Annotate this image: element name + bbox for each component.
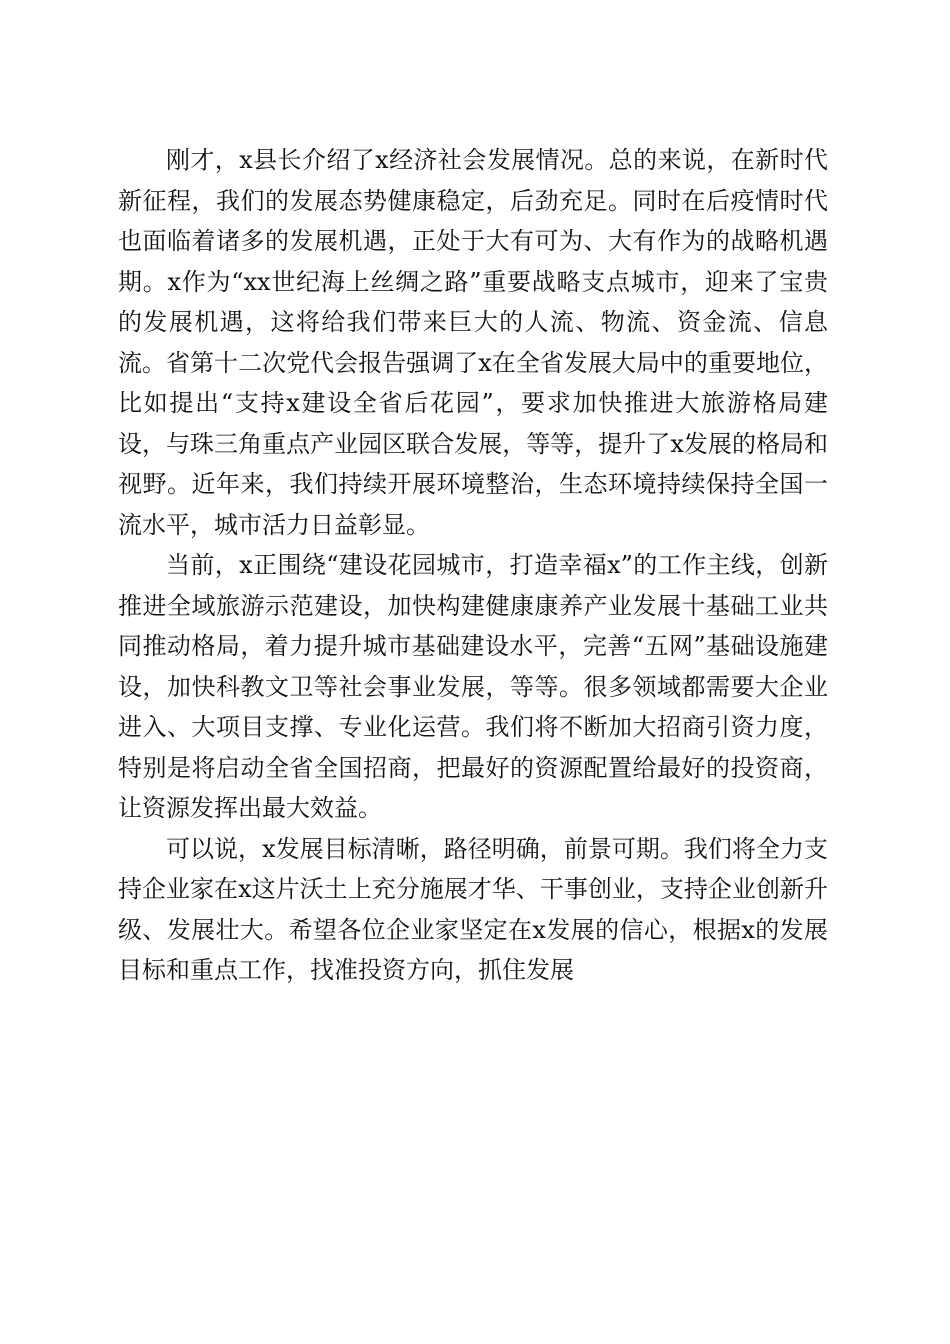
document-body <box>118 140 828 991</box>
paragraph-2: 当前，x正围绕“建设花园城市，打造幸福x”的工作主线，创新推进全域旅游示范建设，加快构建健康康养产业发展十基础工业共同推动格局，着力提升城市基础建设水平，完善“五网”基础设施建设，加快科教文卫等社会事业发展，等等。很多领域都需要大企业进入、大项目支撑、专业化运营。我们将不断加大招商引资力度，特别是将启动全省全国招商，把最好的资源配置给最好的投资商，让资源发挥出最大效益。 <box>118 551 828 822</box>
paragraph-3: 可以说，x发展目标清晰，路径明确，前景可期。我们将全力支持企业家在x这片沃土上充分施展才华、干事创业，支持企业创新升级、发展壮大。希望各位企业家坚定在x发展的信心，根据x的发展目标和重点工作，找准投资方向，抓住发展 <box>118 834 828 984</box>
paragraph-1: 刚才，x县长介绍了x经济社会发展情况。总的来说，在新时代新征程，我们的发展态势健康稳定，后劲充足。同时在后疫情时代也面临着诸多的发展机遇，正处于大有可为、大有作为的战略机遇期。x作为“xx世纪海上丝绸之路”重要战略支点城市，迎来了宝贵的发展机遇，这将给我们带来巨大的人流、物流、资金流、信息流。省第十二次党代会报告强调了x在全省发展大局中的重要地位，比如提出“支持x建设全省后花园”，要求加快推进大旅游格局建设，与珠三角重点产业园区联合发展，等等，提升了x发展的格局和视野。近年来，我们持续开展环境整治，生态环境持续保持全国一流水平，城市活力日益彰显。 <box>118 146 828 539</box>
